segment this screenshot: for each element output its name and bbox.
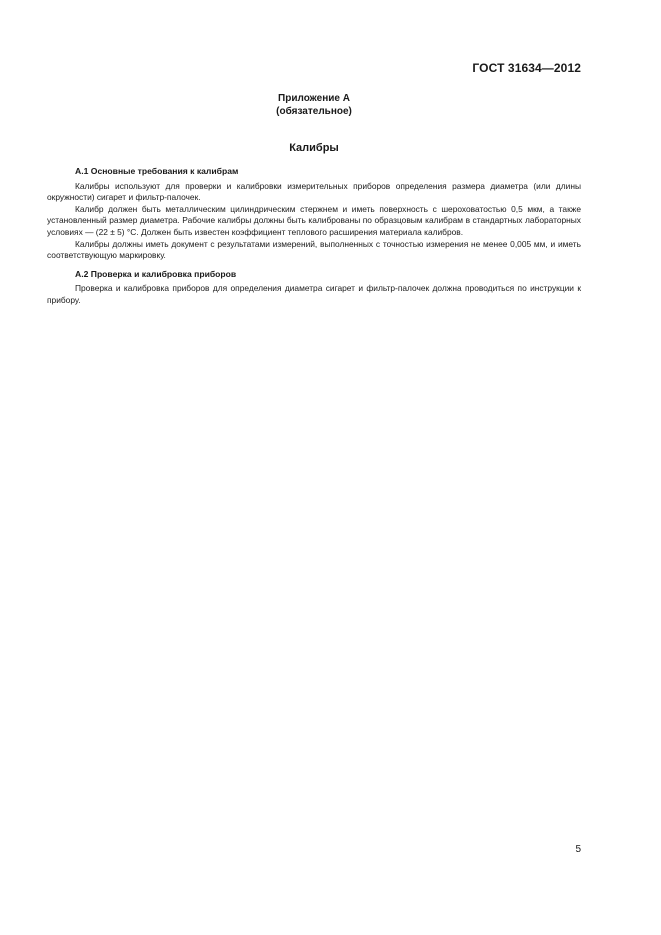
page-number: 5 bbox=[575, 844, 581, 855]
paragraph: Проверка и калибровка приборов для определения диаметра сигарет и фильтр-палочек должна проводиться по инструкции к прибору. bbox=[47, 283, 581, 305]
paragraph: Калибр должен быть металлическим цилиндрическим стержнем и иметь поверхность с шероховатостью 0,5 мкм, а также установленный размер диаметра. Рабочие калибры должны быть калиброваны по образцовым калибрам в стандартных лабораторных условиях — (22 ± 5) °С. Должен быть известен коэффициент теплового расширения материала калибров. bbox=[47, 203, 581, 237]
appendix-status: (обязательное) bbox=[276, 106, 352, 117]
paragraph: Калибры должны иметь документ с результатами измерений, выполненных с точностью измерения не менее 0,005 мм, и иметь соответствующую маркировку. bbox=[47, 238, 581, 261]
subsection-heading-a1: А.1 Основные требования к калибрам bbox=[75, 166, 239, 176]
paragraph: Калибры используют для проверки и калибровки измерительных приборов определения размера диаметра (или длины окружности) сигарет и фильтр-палочек. bbox=[47, 180, 581, 203]
document-code: ГОСТ 31634—2012 bbox=[472, 61, 581, 75]
subsection-heading-a2: А.2 Проверка и калибровка приборов bbox=[75, 268, 237, 279]
appendix-title: Приложение А bbox=[278, 93, 350, 104]
appendix-title-block bbox=[0, 92, 628, 118]
document-body bbox=[47, 166, 581, 307]
section-heading: Калибры bbox=[289, 142, 339, 154]
